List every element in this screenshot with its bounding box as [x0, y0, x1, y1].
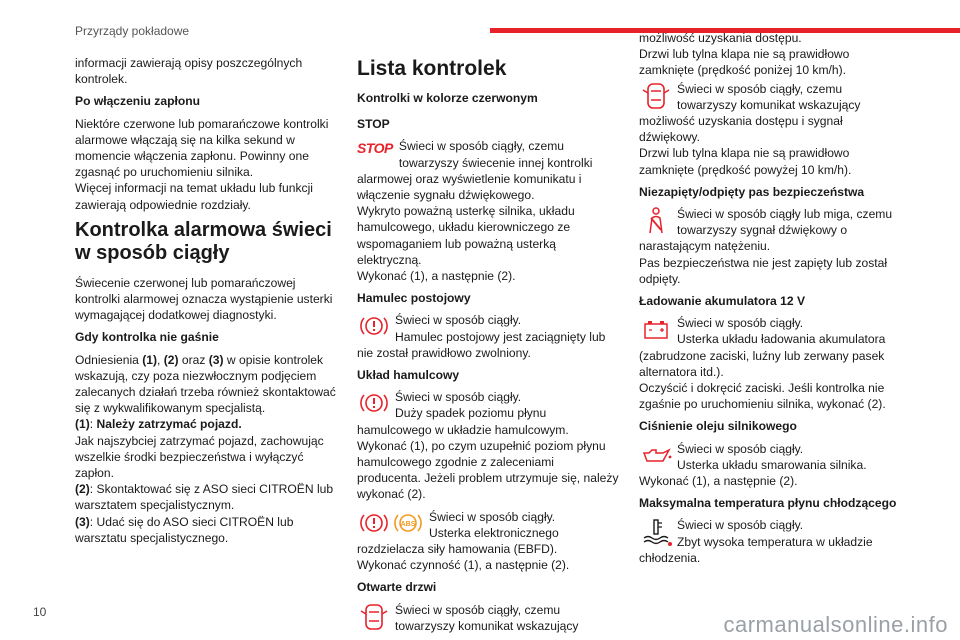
steady-text: Świecenie czerwonej lub pomarańczowej kontrolki alarmowej oznacza wystąpienie usterki wymagającej dodatkowej diagnostyki. [75, 275, 333, 323]
heading-steady-warning: Kontrolka alarmowa świeci w sposób ciągły [75, 218, 332, 264]
oil-can-icon [639, 441, 673, 471]
heading-open-door: Otwarte drzwi [357, 580, 437, 595]
brake-system-item: Świeci w sposób ciągły. Duży spadek poziomu płynu hamulcowego w układzie hamulcowym. Wykonać (1), po czym uzupełnić poziom płynu hamulcowego zgodnie z zaleceniami producenta. Jeżeli problem utrzymuje się, należy wykonać (2). [357, 390, 619, 502]
heading-red-lights: Kontrolki w kolorze czerwonym [357, 91, 538, 105]
heading-parking-brake: Hamulec postojowy [357, 291, 471, 306]
heading-battery: Ładowanie akumulatora 12 V [639, 294, 806, 309]
page-number: 10 [33, 605, 47, 619]
reference-2: (2): Skontaktować się z ASO sieci CITROËN lub warsztatem specjalistycznym. [75, 482, 334, 513]
ebfd-icons [357, 509, 425, 539]
seatbelt-item: Świeci w sposób ciągły lub miga, czemu towarzyszy sygnał dźwiękowy o narastającym natężeniu. Pas bezpieczeństwa nie jest zapięty lub został odpięty. [639, 207, 893, 286]
brake-warning-icon [357, 389, 391, 419]
running-header: Przyrządy pokładowe [75, 24, 190, 38]
oil-pressure-item: Świeci w sposób ciągły. Usterka układu smarowania silnika. Wykonać (1), a następnie (2). [639, 441, 867, 489]
open-door-moving-icon [639, 81, 673, 111]
heading-coolant-temp: Maksymalna temperatura płynu chłodzącego [639, 496, 897, 511]
heading-brake-system: Układ hamulcowy [357, 368, 460, 383]
heading-not-out: Gdy kontrolka nie gaśnie [75, 330, 219, 345]
open-door-icon [357, 602, 391, 632]
abs-icon-label: ABS [400, 520, 416, 528]
seatbelt-icon [639, 206, 673, 236]
ignition-text-2: Więcej informacji na temat układu lub funkcji zawierają odpowiednie rozdziały. [75, 181, 313, 212]
watermark: carmanualsonline.info [723, 612, 948, 637]
column-1 [75, 55, 337, 546]
open-door-continued-2: Drzwi lub tylna klapa nie są prawidłowo zamknięte (prędkość poniżej 10 km/h). [639, 47, 850, 78]
references-text: Odniesienia (1), (2) oraz (3) w opisie kontrolek wskazują, czy poza niezwłocznym podjęciem zalecanych działań trzeba również skontaktować się z wykwalifikowanym specjalistą. [75, 352, 336, 416]
column-2 [357, 55, 619, 640]
stop-item: STOP Świeci w sposób ciągły, czemu towarzyszy świecenie innej kontrolki alarmowej oraz wyświetlenie komunikatu i włączenie sygnału dźwiękowego. Wykryto poważną usterkę silnika, układu hamulcowego, układu kierowniczego ze wspomaganiem lub poważną usterką elektryczną. Wykonać (1), a następnie (2). [357, 139, 593, 284]
battery-icon [639, 315, 673, 345]
ebfd-item: ABS Świeci w sposób ciągły. Usterka elektronicznego rozdzielacza siły hamowania (EBFD). Wykonać czynność (1), a następnie (2). [357, 509, 570, 573]
heading-oil-pressure: Ciśnienie oleju silnikowego [639, 419, 797, 434]
battery-item: Świeci w sposób ciągły. Usterka układu ładowania akumulatora (zabrudzone zaciski, luźny lub zerwany pasek alternatora itd.). Oczyścić i dokręcić zaciski. Jeśli kontrolka nie zgaśnie po uruchomieniu silnika, wykonać (2). [639, 316, 886, 412]
stop-icon: STOP [357, 140, 393, 157]
parking-brake-icon [357, 312, 391, 342]
reference-3: (3): Udać się do ASO sieci CITROËN lub warsztatu specjalistycznego. [75, 514, 294, 545]
reference-1-text: Jak najszybciej zatrzymać pojazd, zachowując wszelkie środki bezpieczeństwa i wyłączyć zapłon. [75, 433, 324, 481]
open-door-item: Świeci w sposób ciągły, czemu towarzyszy komunikat wskazujący [357, 602, 619, 634]
parking-brake-item: Świeci w sposób ciągły. Hamulec postojowy jest zaciągnięty lub nie został prawidłowo zwolniony. [357, 313, 606, 360]
intro-text: informacji zawierają opisy poszczególnych kontrolek. [75, 56, 303, 87]
section-title: Lista kontrolek [357, 57, 507, 80]
heading-stop: STOP [357, 117, 390, 132]
heading-seatbelt: Niezapięty/odpięty pas bezpieczeństwa [639, 184, 865, 199]
column-3 [639, 30, 901, 572]
open-door-continued: możliwość uzyskania dostępu. [639, 31, 802, 45]
coolant-temp-icon [639, 517, 673, 547]
open-door-moving-item: Świeci w sposób ciągły, czemu towarzyszy komunikat wskazujący możliwość uzyskania dostępu i sygnał dźwiękowy. Drzwi lub tylna klapa nie są prawidłowo zamknięte (prędkość powyżej 10 km/h). [639, 81, 861, 177]
ignition-text: Niektóre czerwone lub pomarańczowe kontrolki alarmowe włączają się na kilka sekund w momencie włączenia zapłonu. Powinny one zgasnąć po uruchomieniu silnika. [75, 116, 329, 180]
heading-ignition: Po włączeniu zapłonu [75, 94, 200, 109]
coolant-temp-item: Świeci w sposób ciągły. Zbyt wysoka temperatura w układzie chłodzenia. [639, 518, 873, 565]
reference-1: (1): Należy zatrzymać pojazd. [75, 417, 242, 432]
